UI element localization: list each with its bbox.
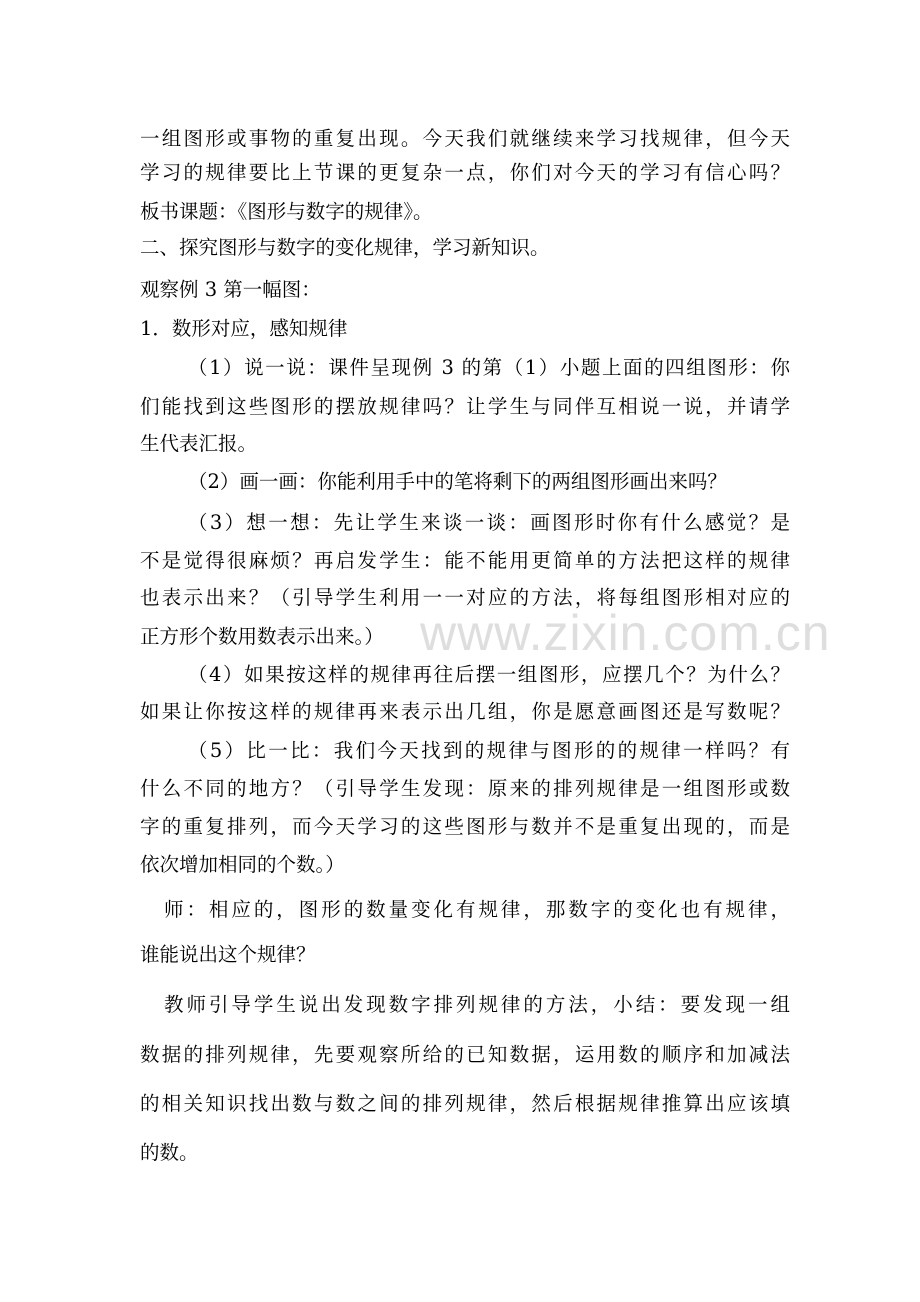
watermark: www.zixin.com.cn (420, 605, 831, 661)
text-line: 什么不同的地方？（引导学生发现：原来的排列规律是一组图形或数 (140, 777, 790, 800)
text-line: （1）说一说：课件呈现例 3 的第（1）小题上面的四组图形：你 (188, 356, 790, 379)
text-line: 师：相应的，图形的数量变化有规律，那数字的变化也有规律， (164, 898, 790, 921)
text-line: 板书课题：《图形与数字的规律》。 (140, 200, 433, 223)
text-line: 观察例 3 第一幅图： (140, 278, 321, 301)
text-line: 生代表汇报。 (140, 432, 258, 455)
subsection-heading: 1．数形对应，感知规律 (140, 317, 348, 340)
text-line: （3）想一想：先让学生来谈一谈：画图形时你有什么感觉？是 (188, 511, 790, 534)
text-line: 一组图形或事物的重复出现。今天我们就继续来学习找规律，但今天 (140, 127, 790, 150)
text-line: 正方形个数用数表示出来。） (140, 625, 384, 648)
section-heading: 二、探究图形与数字的变化规律，学习新知识。 (140, 236, 550, 259)
text-line: 谁能说出这个规律？ (140, 943, 316, 966)
text-line: 依次增加相同的个数。） (140, 853, 345, 876)
text-line: （5）比一比：我们今天找到的规律与图形的的规律一样吗？有 (188, 739, 790, 762)
text-line: 教师引导学生说出发现数字排列规律的方法，小结：要发现一组 (164, 993, 790, 1016)
text-line: 的数。 (140, 1141, 199, 1164)
text-line: 们能找到这些图形的摆放规律吗？让学生与同伴互相说一说，并请学 (140, 395, 790, 418)
text-line: 不是觉得很麻烦？再启发学生：能不能用更简单的方法把这样的规律 (140, 549, 790, 572)
text-line: 字的重复排列，而今天学习的这些图形与数并不是重复出现的，而是 (140, 815, 790, 838)
text-line: 也表示出来？（引导学生利用一一对应的方法，将每组图形相对应的 (140, 586, 790, 609)
text-line: （4）如果按这样的规律再往后摆一组图形，应摆几个？为什么？ (188, 663, 790, 686)
text-line: 数据的排列规律，先要观察所给的已知数据，运用数的顺序和加减法 (140, 1043, 790, 1066)
text-line: 学习的规律要比上节课的更复杂一点，你们对今天的学习有信心吗？ (140, 161, 790, 184)
text-line: 的相关知识找出数与数之间的排列规律，然后根据规律推算出应该填 (140, 1092, 790, 1115)
text-line: （2）画一画：你能利用手中的笔将剩下的两组图形画出来吗？ (188, 470, 727, 493)
text-line: 如果让你按这样的规律再来表示出几组，你是愿意画图还是写数呢？ (140, 700, 790, 723)
